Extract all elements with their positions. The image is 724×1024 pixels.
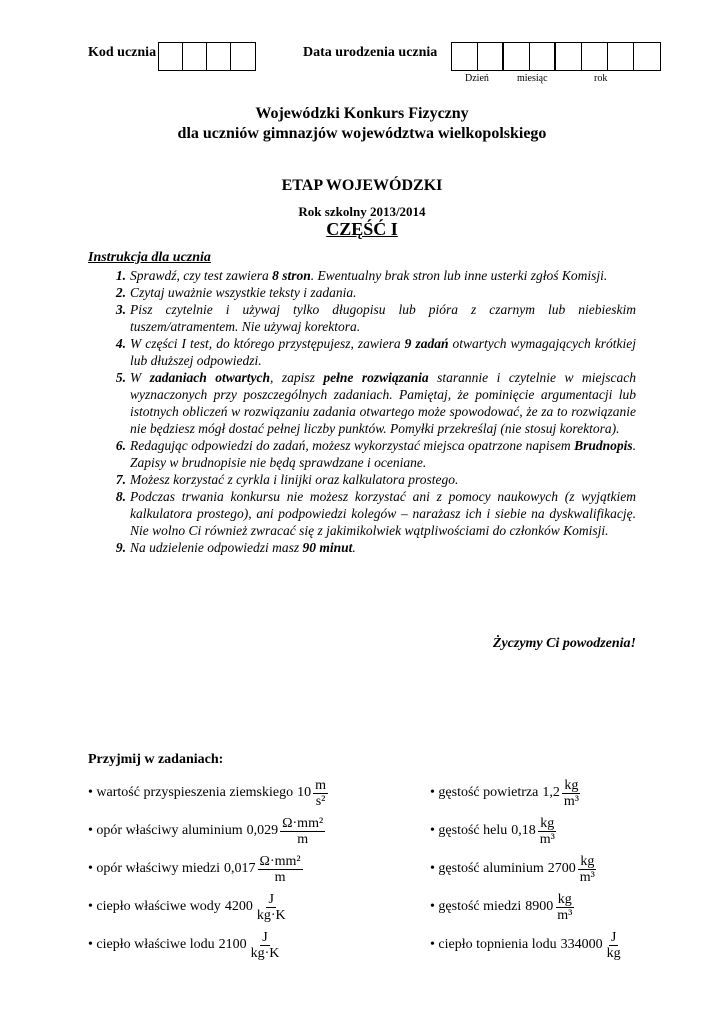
constant-value: 2100 bbox=[218, 937, 247, 952]
constant-value: 0,18 bbox=[511, 823, 536, 838]
constant-item bbox=[430, 850, 623, 888]
constants-right-column bbox=[430, 774, 623, 964]
birth-date-label: Data urodzenia ucznia bbox=[303, 45, 438, 60]
constant-value: 10 bbox=[297, 785, 312, 800]
month-box[interactable] bbox=[530, 43, 556, 70]
instruction-text: . Zapisy w brudnopisie nie będą sprawdzane i oceniane. bbox=[130, 438, 636, 470]
constant-label: • gęstość powietrza bbox=[430, 785, 539, 800]
instruction-number: 3. bbox=[115, 302, 126, 317]
instruction-number: 2. bbox=[115, 285, 126, 300]
constant-item bbox=[430, 888, 623, 926]
constant-label: • opór właściwy aluminium bbox=[88, 823, 243, 838]
instruction-number: 8. bbox=[115, 489, 126, 504]
instruction-text: starannie i czytelnie w miejscach wyznaczonych przy poszczególnych zadaniach. Pamiętaj, że pominięcie argumentacji lub istotnych obliczeń w rozwiązaniu zadania otwartego może spowodować, że za to rozwiązanie nie będziesz mógł dostać pełnej liczby punktów. Pomyłki przekreślaj (nie stosuj korektora). bbox=[130, 370, 636, 436]
instructions-heading: Instrukcja dla ucznia bbox=[88, 250, 211, 265]
unit-denominator: m³ bbox=[539, 831, 555, 847]
instruction-number: 5. bbox=[115, 370, 126, 385]
instruction-item bbox=[115, 369, 636, 437]
unit-numerator: kg bbox=[540, 815, 555, 831]
unit-fraction bbox=[578, 854, 597, 885]
instruction-number: 4. bbox=[115, 336, 126, 351]
instruction-text: Na udzielenie odpowiedzi masz bbox=[130, 540, 303, 555]
constant-label: • wartość przyspieszenia ziemskiego bbox=[88, 785, 294, 800]
instruction-number: 1. bbox=[115, 268, 126, 283]
unit-denominator: kg·K bbox=[256, 907, 286, 923]
year-box[interactable] bbox=[582, 43, 608, 70]
constant-label: • opór właściwy miedzi bbox=[88, 861, 221, 876]
instruction-text: Czytaj uważnie wszystkie teksty i zadania. bbox=[130, 285, 357, 300]
unit-denominator: m³ bbox=[557, 907, 573, 923]
instruction-item bbox=[115, 539, 636, 556]
unit-numerator: Ω·mm² bbox=[259, 853, 301, 869]
instruction-number: 6. bbox=[115, 438, 126, 453]
year-box[interactable] bbox=[634, 43, 660, 70]
year-label: rok bbox=[594, 73, 608, 84]
instruction-emphasis: 90 minut bbox=[302, 540, 353, 555]
unit-fraction bbox=[249, 930, 282, 961]
good-luck-message: Życzymy Ci powodzenia! bbox=[492, 636, 636, 651]
instruction-text: otwartych wymagających krótkiej lub dłuższej odpowiedzi. bbox=[130, 336, 636, 368]
constant-item bbox=[88, 812, 328, 850]
unit-numerator: Ω·mm² bbox=[282, 815, 324, 831]
unit-fraction bbox=[538, 816, 557, 847]
instruction-emphasis: pełne rozwiązania bbox=[323, 370, 429, 385]
constant-item bbox=[88, 774, 328, 812]
part-title: CZĘŚĆ I bbox=[326, 219, 398, 239]
constant-value: 4200 bbox=[224, 899, 253, 914]
constant-item bbox=[430, 774, 623, 812]
instruction-text: W części I test, do którego przystępujesz, zawiera bbox=[130, 336, 405, 351]
constant-item bbox=[430, 926, 623, 964]
instructions-list bbox=[115, 267, 636, 556]
unit-denominator: m³ bbox=[563, 793, 579, 809]
instruction-emphasis: Brudnopis bbox=[574, 438, 633, 453]
school-year: Rok szkolny 2013/2014 bbox=[298, 204, 426, 219]
instruction-text: Pisz czytelnie i używaj tylko długopisu lub pióra z czarnym lub niebieskim tuszem/atramentem. Nie używaj korektora. bbox=[130, 302, 636, 334]
constant-value: 0,017 bbox=[224, 861, 256, 876]
instruction-emphasis: zadaniach otwartych bbox=[149, 370, 270, 385]
unit-numerator: kg bbox=[580, 853, 595, 869]
unit-denominator: m bbox=[297, 831, 309, 847]
birth-date-boxes[interactable] bbox=[451, 42, 661, 71]
unit-numerator: J bbox=[610, 929, 617, 945]
unit-fraction bbox=[258, 854, 303, 885]
constant-value: 8900 bbox=[525, 899, 554, 914]
unit-numerator: J bbox=[268, 891, 274, 907]
month-box[interactable] bbox=[504, 43, 530, 70]
instruction-item bbox=[115, 488, 636, 539]
constant-item bbox=[88, 888, 328, 926]
instruction-text: . bbox=[352, 540, 356, 555]
unit-fraction bbox=[280, 816, 325, 847]
constant-label: • ciepło właściwe wody bbox=[88, 899, 221, 914]
constant-value: 334000 bbox=[560, 937, 603, 952]
instruction-number: 7. bbox=[115, 472, 126, 487]
constant-value: 1,2 bbox=[542, 785, 560, 800]
instruction-text: Redagując odpowiedzi do zadań, możesz wykorzystać miejsca opatrzone napisem bbox=[130, 438, 575, 453]
unit-numerator: m bbox=[315, 777, 326, 793]
instruction-text: Możesz korzystać z cyrkla i linijki oraz kalkulatora prostego. bbox=[130, 472, 459, 487]
stage-title: ETAP WOJEWÓDZKI bbox=[281, 177, 443, 194]
unit-fraction bbox=[555, 892, 574, 923]
constant-item bbox=[430, 812, 623, 850]
unit-fraction bbox=[255, 892, 288, 923]
month-label: miesiąc bbox=[517, 73, 548, 84]
constant-label: • gęstość aluminium bbox=[430, 861, 544, 876]
student-code-boxes[interactable] bbox=[158, 42, 256, 71]
day-box[interactable] bbox=[478, 43, 504, 70]
unit-denominator: s² bbox=[315, 793, 326, 809]
unit-numerator: kg bbox=[557, 891, 572, 907]
unit-denominator: m bbox=[274, 869, 286, 885]
constant-label: • gęstość miedzi bbox=[430, 899, 522, 914]
instruction-text: Podczas trwania konkursu nie możesz korzystać ani z pomocy naukowych (z wyjątkiem kalkulatora prostego), ani podpowiedzi kolegów – narażasz ich i siebie na dyskwalifikację. Nie wolno Ci również zwracać się z jakimikolwiek wątpliwościami do członków Komisji. bbox=[130, 489, 636, 538]
unit-numerator: kg bbox=[564, 777, 579, 793]
contest-title: Wojewódzki Konkurs Fizyczny bbox=[255, 105, 469, 122]
unit-numerator: J bbox=[262, 929, 268, 945]
unit-denominator: kg·K bbox=[250, 945, 280, 961]
constant-item bbox=[88, 926, 328, 964]
constant-label: • gęstość helu bbox=[430, 823, 508, 838]
instruction-item bbox=[115, 284, 636, 301]
code-box[interactable] bbox=[231, 43, 255, 70]
instruction-item bbox=[115, 437, 636, 471]
constant-value: 0,029 bbox=[246, 823, 279, 838]
contest-subtitle: dla uczniów gimnazjów województwa wielkopolskiego bbox=[177, 125, 547, 142]
instruction-item bbox=[115, 301, 636, 335]
instruction-number: 9. bbox=[115, 540, 126, 555]
day-label: Dzień bbox=[465, 73, 489, 84]
unit-fraction bbox=[605, 930, 623, 961]
student-code-label: Kod ucznia bbox=[88, 45, 157, 60]
instruction-item bbox=[115, 471, 636, 488]
constants-left-column bbox=[88, 774, 328, 964]
instruction-item bbox=[115, 267, 636, 284]
day-box[interactable] bbox=[452, 43, 478, 70]
year-box[interactable] bbox=[556, 43, 582, 70]
constants-heading: Przyjmij w zadaniach: bbox=[88, 752, 224, 767]
constant-label: • ciepło topnienia lodu bbox=[430, 937, 557, 952]
instruction-text: . Ewentualny brak stron lub inne usterki zgłoś Komisji. bbox=[310, 268, 608, 283]
code-box[interactable] bbox=[207, 43, 231, 70]
instruction-emphasis: 9 zadań bbox=[404, 336, 449, 351]
constant-label: • ciepło właściwe lodu bbox=[88, 937, 215, 952]
code-box[interactable] bbox=[183, 43, 207, 70]
year-box[interactable] bbox=[608, 43, 634, 70]
instruction-item bbox=[115, 335, 636, 369]
instruction-text: W bbox=[130, 370, 150, 385]
unit-fraction bbox=[313, 778, 328, 809]
constant-item bbox=[88, 850, 328, 888]
unit-fraction bbox=[562, 778, 581, 809]
unit-denominator: kg bbox=[606, 945, 621, 961]
constant-value: 2700 bbox=[547, 861, 576, 876]
instruction-text: , zapisz bbox=[269, 370, 324, 385]
instruction-text: Sprawdź, czy test zawiera bbox=[130, 268, 273, 283]
code-box[interactable] bbox=[159, 43, 183, 70]
instruction-emphasis: 8 stron bbox=[272, 268, 311, 283]
unit-denominator: m³ bbox=[579, 869, 595, 885]
